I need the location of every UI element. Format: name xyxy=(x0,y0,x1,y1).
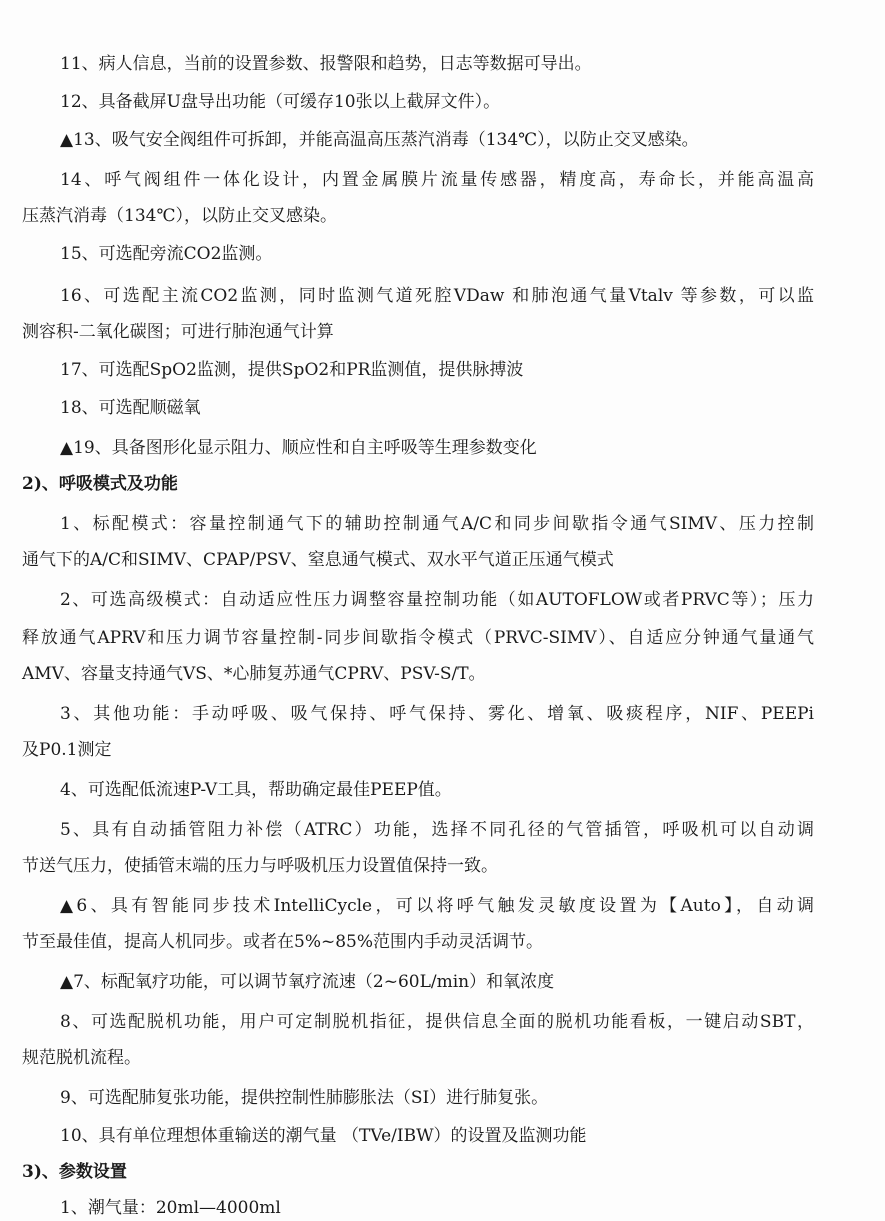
mode-8-line2: 规范脱机流程。 xyxy=(22,1048,141,1068)
item-14-line1: 14、呼气阀组件一体化设计，内置金属膜片流量传感器，精度高，寿命长，并能高温高 xyxy=(60,170,814,190)
item-19: ▲19、具备图形化显示阻力、顺应性和自主呼吸等生理参数变化 xyxy=(60,438,537,458)
item-17: 17、可选配SpO2监测，提供SpO2和PR监测值，提供脉搏波 xyxy=(60,360,524,380)
section-heading-params: 3)、参数设置 xyxy=(22,1162,127,1182)
mode-2-line3: AMV、容量支持通气VS、*心肺复苏通气CPRV、PSV-S/T。 xyxy=(22,664,486,684)
mode-6-line2: 节至最佳值，提高人机同步。或者在5%~85%范围内手动灵活调节。 xyxy=(22,932,543,952)
item-12: 12、具备截屏U盘导出功能（可缓存10张以上截屏文件）。 xyxy=(60,92,501,112)
mode-2-line1: 2、可选高级模式：自动适应性压力调整容量控制功能（如AUTOFLOW或者PRVC等）；压力 xyxy=(60,590,814,610)
mode-8-line1: 8、可选配脱机功能，用户可定制脱机指征，提供信息全面的脱机功能看板，一键启动SBT， xyxy=(60,1012,814,1032)
mode-2-line2: 释放通气APRV和压力调节容量控制-同步间歇指令模式（PRVC-SIMV）、自适应分钟通气量通气 xyxy=(22,628,814,648)
mode-5-line1: 5、具有自动插管阻力补偿（ATRC）功能，选择不同孔径的气管插管，呼吸机可以自动调 xyxy=(60,820,814,840)
item-18: 18、可选配顺磁氧 xyxy=(60,398,201,418)
mode-10: 10、具有单位理想体重输送的潮气量 （TVe/IBW）的设置及监测功能 xyxy=(60,1126,587,1146)
item-11: 11、病人信息，当前的设置参数、报警限和趋势，日志等数据可导出。 xyxy=(60,54,592,74)
item-13: ▲13、吸气安全阀组件可拆卸，并能高温高压蒸汽消毒（134℃），以防止交叉感染。 xyxy=(60,130,699,150)
item-16-line2: 测容积-二氧化碳图；可进行肺泡通气计算 xyxy=(22,322,334,342)
section-heading-modes: 2)、呼吸模式及功能 xyxy=(22,474,178,494)
item-16-line1: 16、可选配主流CO2监测，同时监测气道死腔VDaw 和肺泡通气量Vtalv 等参数，可以监 xyxy=(60,286,814,306)
item-15: 15、可选配旁流CO2监测。 xyxy=(60,244,273,264)
mode-6-line1: ▲6、具有智能同步技术IntelliCycle，可以将呼气触发灵敏度设置为【Auto】，自动调 xyxy=(60,896,814,916)
mode-5-line2: 节送气压力，使插管末端的压力与呼吸机压力设置值保持一致。 xyxy=(22,856,498,876)
param-1: 1、潮气量：20ml—4000ml xyxy=(60,1198,281,1218)
mode-1-line2: 通气下的A/C和SIMV、CPAP/PSV、窒息通气模式、双水平气道正压通气模式 xyxy=(22,550,614,570)
mode-3-line2: 及P0.1测定 xyxy=(22,740,112,760)
mode-4: 4、可选配低流速P-V工具，帮助确定最佳PEEP值。 xyxy=(60,780,452,800)
mode-7: ▲7、标配氧疗功能，可以调节氧疗流速（2~60L/min）和氧浓度 xyxy=(60,972,555,992)
mode-1-line1: 1、标配模式：容量控制通气下的辅助控制通气A/C和同步间歇指令通气SIMV、压力控制 xyxy=(60,514,814,534)
item-14-line2: 压蒸汽消毒（134℃），以防止交叉感染。 xyxy=(22,206,337,226)
mode-3-line1: 3、其他功能：手动呼吸、吸气保持、呼气保持、雾化、增氧、吸痰程序，NIF、PEEPi xyxy=(60,704,814,724)
mode-9: 9、可选配肺复张功能，提供控制性肺膨胀法（SI）进行肺复张。 xyxy=(60,1088,549,1108)
